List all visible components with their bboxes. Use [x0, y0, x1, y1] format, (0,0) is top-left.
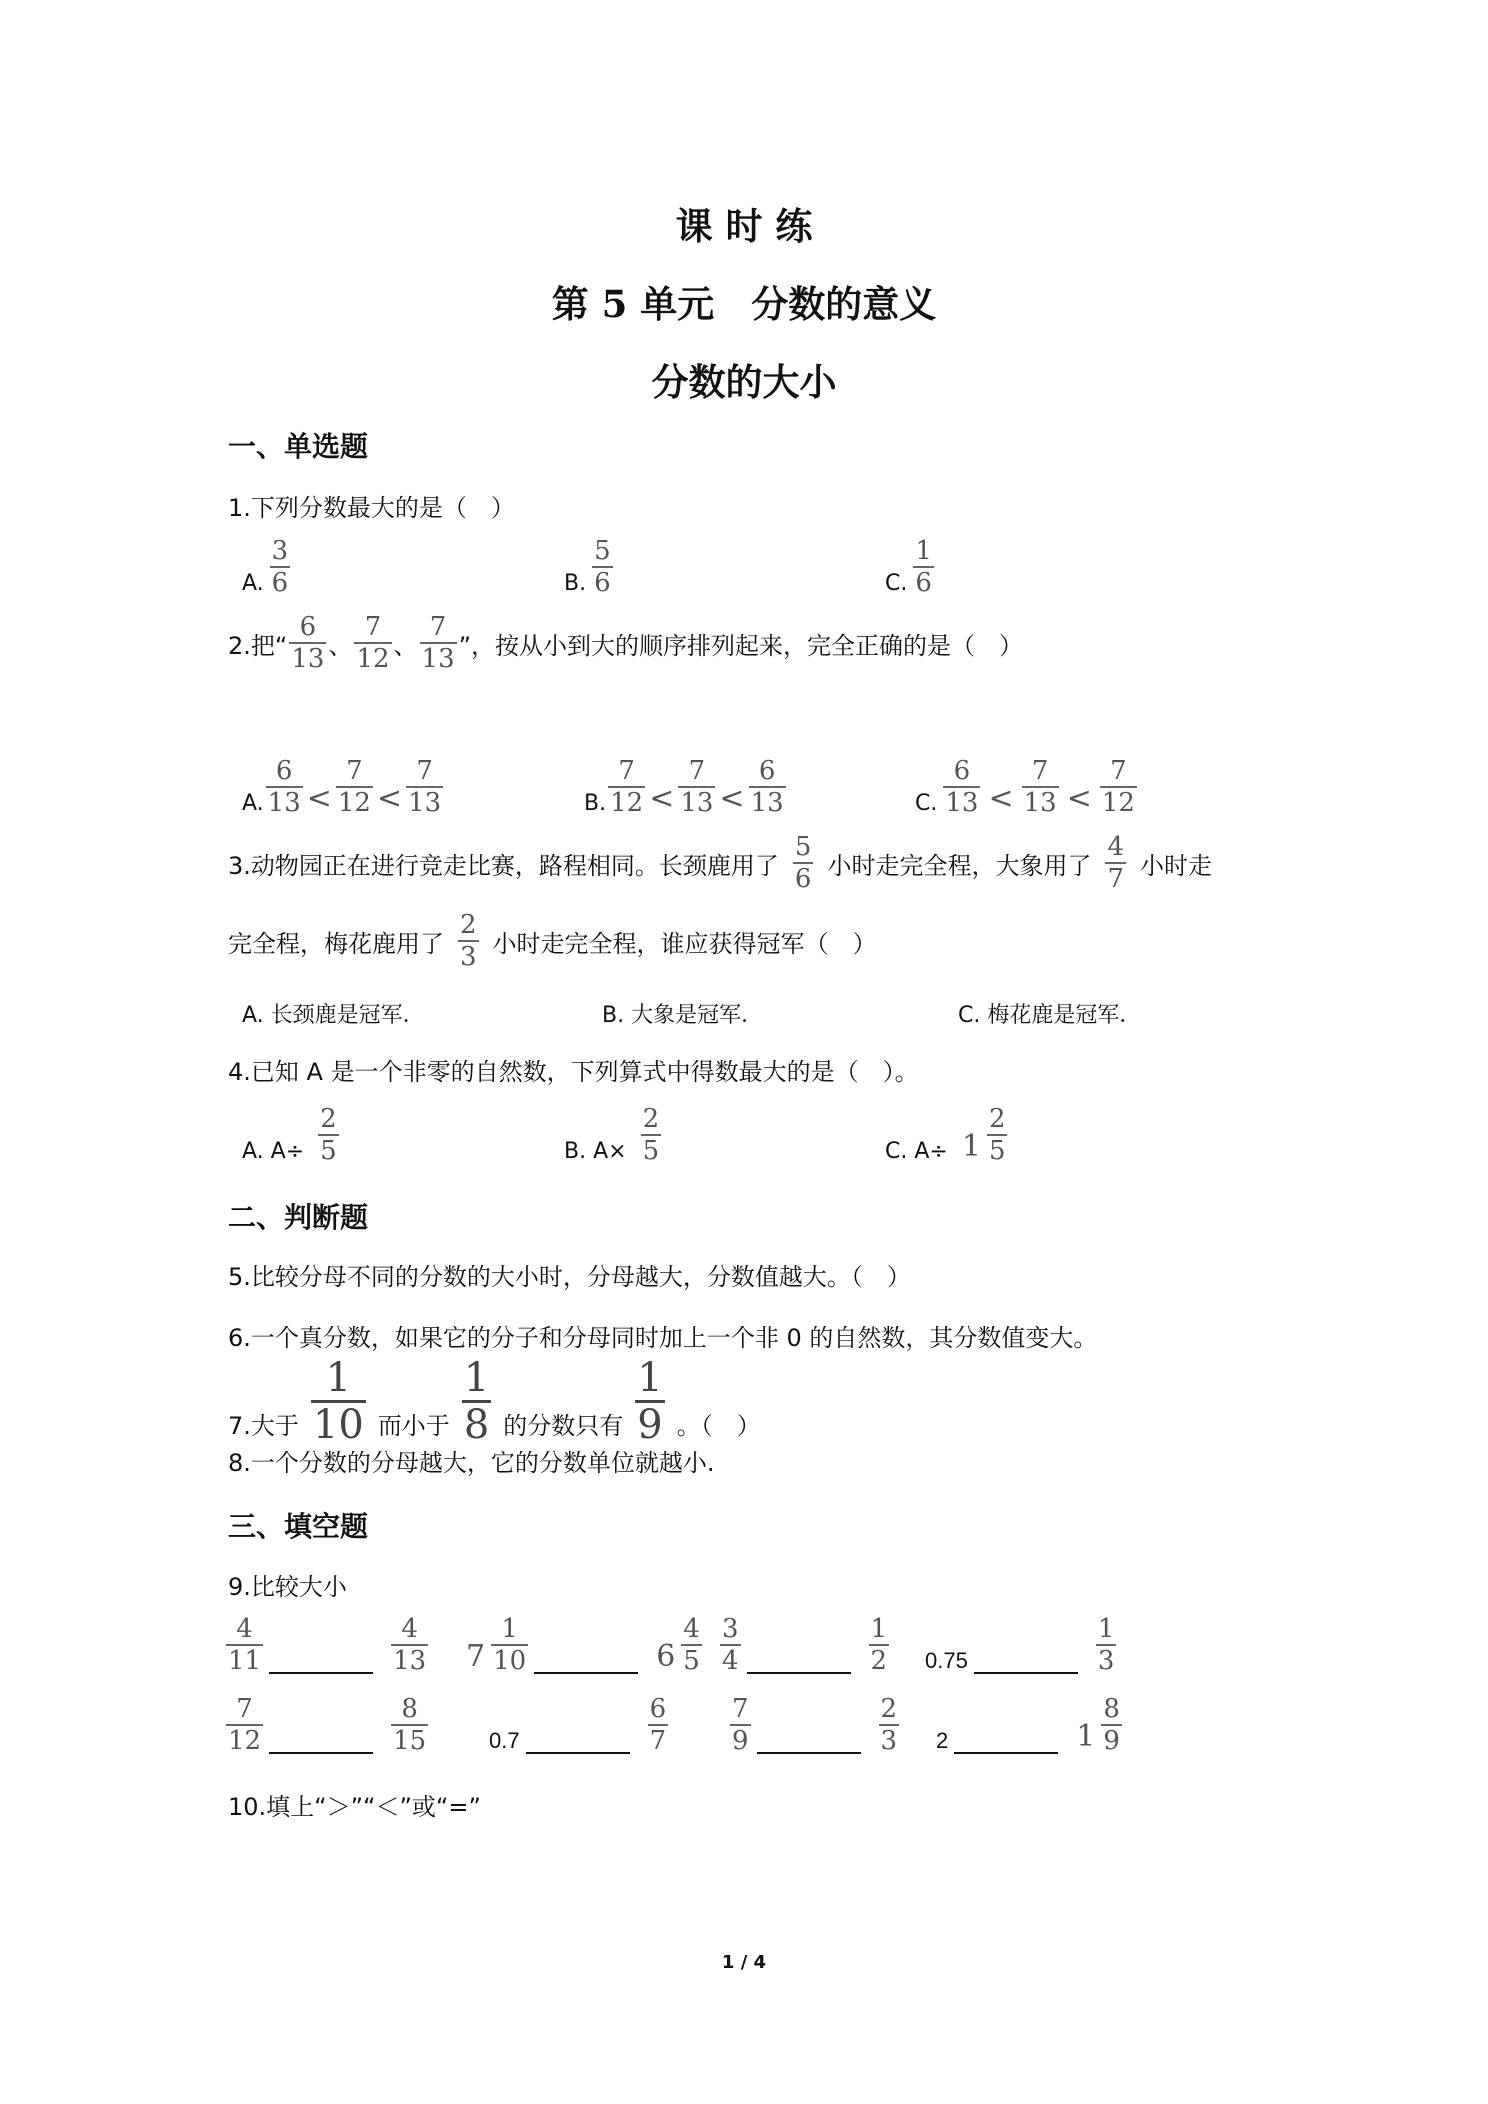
- question-1-option-b[interactable]: [564, 538, 613, 596]
- compare-pair: [936, 1696, 1122, 1754]
- question-3-stem-line-1: 3.动物园正在进行竞走比赛，路程相同。长颈鹿用了 $\frac{5}{6}$ 小时走完全程，大象用了 $\frac{4}{7}$ 小时走: [228, 832, 1212, 894]
- answer-blank[interactable]: [269, 1648, 373, 1674]
- compare-pair: [466, 1616, 702, 1674]
- fraction: $\frac{2}{3}$: [460, 910, 477, 972]
- answer-blank[interactable]: [757, 1728, 861, 1754]
- question-6-stem: 6.一个真分数，如果它的分子和分母同时加上一个非 0 的自然数，其分数值变大。: [228, 1324, 1098, 1352]
- question-3-option-a[interactable]: A. 长颈鹿是冠军．: [242, 1003, 425, 1028]
- mixed-number-whole: 7: [466, 1639, 486, 1674]
- question-1-stem: 1.下列分数最大的是（ ）: [228, 494, 515, 522]
- fraction: $\frac{1}{9}$: [637, 1355, 663, 1448]
- answer-blank[interactable]: [954, 1728, 1058, 1754]
- question-1-option-c[interactable]: [885, 538, 934, 596]
- question-4-option-b[interactable]: [564, 1106, 661, 1164]
- question-3-stem-line-2: 完全程，梅花鹿用了 $\frac{2}{3}$ 小时走完全程，谁应获得冠军（ ）: [228, 910, 877, 972]
- decimal-value: 0.7: [489, 1728, 520, 1753]
- decimal-value: 0.75: [925, 1648, 968, 1673]
- less-than-sign: <: [719, 781, 745, 816]
- less-than-sign: <: [1066, 781, 1092, 816]
- question-2-option-c[interactable]: [915, 758, 1137, 816]
- fraction: $\frac{8}{9}$: [1103, 1694, 1120, 1756]
- fraction: $\frac{1}{10}$: [312, 1355, 364, 1448]
- fraction: $\frac{7}{13}$: [1023, 756, 1057, 818]
- fraction: $\frac{2}{5}$: [988, 1104, 1006, 1166]
- question-2-option-a[interactable]: [242, 758, 443, 816]
- question-8-stem: 8.一个分数的分母越大，它的分数单位就越小.: [228, 1449, 715, 1477]
- fraction: $\frac{4}{11}$: [228, 1614, 262, 1676]
- question-3-option-b[interactable]: B. 大象是冠军．: [602, 1003, 764, 1028]
- option-label: B.: [564, 571, 587, 596]
- compare-pair: [730, 1696, 899, 1754]
- question-4-option-a[interactable]: [242, 1106, 339, 1164]
- option-label: A. A÷: [242, 1139, 305, 1164]
- mixed-number-whole: 1: [1076, 1719, 1096, 1754]
- fraction: $\frac{7}{13}$: [408, 756, 442, 818]
- question-7-stem: 7.大于 $\frac{1}{10}$ 而小于 $\frac{1}{8}$ 的分数只有 $\frac{1}{9}$ 。（ ）: [228, 1355, 761, 1448]
- fraction: $\frac{1}{3}$: [1097, 1614, 1115, 1676]
- fraction: $\frac{1}{8}$: [463, 1355, 490, 1448]
- option-label: C.: [915, 791, 938, 816]
- worksheet-title: 课 时 练: [675, 204, 813, 248]
- fraction: $\frac{4}{13}$: [393, 1614, 427, 1676]
- less-than-sign: <: [376, 781, 403, 816]
- fraction: $\frac{7}{13}$: [421, 612, 455, 674]
- mixed-number-whole: 1: [961, 1129, 981, 1164]
- question-2-option-b[interactable]: [584, 758, 786, 816]
- fraction: $\frac{6}{13}$: [945, 756, 979, 818]
- compare-pair: [925, 1616, 1116, 1674]
- section-heading-single-choice: 一、单选题: [228, 430, 369, 463]
- fraction: $\frac{7}{12}$: [1101, 756, 1135, 818]
- fraction: $\frac{7}{12}$: [610, 756, 644, 818]
- question-9-stem: 9.比较大小: [228, 1573, 347, 1601]
- fraction: $\frac{6}{13}$: [291, 612, 325, 674]
- fraction: $\frac{3}{6}$: [271, 536, 289, 598]
- fraction: $\frac{2}{3}$: [880, 1694, 898, 1756]
- fraction: $\frac{1}{2}$: [870, 1614, 888, 1676]
- option-label: C. A÷: [885, 1139, 948, 1164]
- fraction: $\frac{6}{13}$: [750, 756, 784, 818]
- answer-blank[interactable]: [526, 1728, 630, 1754]
- compare-pair: [489, 1696, 668, 1754]
- answer-blank[interactable]: [534, 1648, 638, 1674]
- fraction: $\frac{4}{5}$: [683, 1614, 700, 1676]
- less-than-sign: <: [306, 781, 332, 816]
- question-3-option-c[interactable]: C. 梅花鹿是冠军．: [958, 1003, 1142, 1028]
- fraction: $\frac{7}{9}$: [732, 1694, 749, 1756]
- fraction: $\frac{1}{6}$: [915, 536, 932, 598]
- question-10-stem: 10.填上“＞”“＜”或“=”: [228, 1793, 481, 1821]
- fraction: $\frac{2}{5}$: [642, 1104, 660, 1166]
- compare-pair: [720, 1616, 889, 1674]
- question-1-option-a[interactable]: [242, 538, 290, 596]
- question-4-stem: 4.已知 A 是一个非零的自然数，下列算式中得数最大的是（ ）。: [228, 1058, 919, 1086]
- section-heading-true-false: 二、判断题: [228, 1201, 369, 1234]
- answer-blank[interactable]: [974, 1648, 1078, 1674]
- less-than-sign: <: [649, 781, 675, 816]
- fraction: $\frac{8}{15}$: [393, 1694, 427, 1756]
- unit-title: 第 5 单元 分数的意义: [551, 282, 937, 326]
- option-label: A.: [242, 791, 264, 816]
- fraction: $\frac{5}{6}$: [594, 536, 611, 598]
- answer-blank[interactable]: [269, 1728, 373, 1754]
- fraction: $\frac{3}{4}$: [722, 1614, 739, 1676]
- option-label: B.: [584, 791, 607, 816]
- fraction: $\frac{7}{12}$: [228, 1694, 262, 1756]
- fraction: $\frac{2}{5}$: [320, 1104, 337, 1166]
- lesson-title: 分数的大小: [651, 360, 837, 404]
- page-number: 1 / 4: [721, 1952, 767, 1973]
- mixed-number-whole: 6: [656, 1639, 676, 1674]
- fraction: $\frac{7}{13}$: [680, 756, 714, 818]
- less-than-sign: <: [988, 781, 1014, 816]
- section-heading-fill-blank: 三、填空题: [228, 1510, 369, 1543]
- fraction: $\frac{7}{12}$: [337, 756, 371, 818]
- whole-number-value: 2: [936, 1728, 949, 1753]
- option-label: B. A×: [564, 1139, 627, 1164]
- compare-pair: [226, 1696, 428, 1754]
- question-5-stem: 5.比较分母不同的分数的大小时，分母越大，分数值越大。（ ）: [228, 1263, 911, 1291]
- fraction: $\frac{6}{7}$: [649, 1694, 667, 1756]
- option-label: A.: [242, 571, 264, 596]
- option-label: C.: [885, 571, 908, 596]
- question-4-option-c[interactable]: [885, 1106, 1007, 1164]
- fraction: $\frac{5}{6}$: [794, 832, 812, 894]
- question-2-stem: 2.把“ $\frac{6}{13}$ 、 $\frac{7}{12}$ 、 $\frac{7}{13}$ ”，按从小到大的顺序排列起来，完全正确的是（ ）: [228, 612, 1024, 674]
- fraction: $\frac{7}{12}$: [356, 612, 390, 674]
- compare-pair: [226, 1616, 428, 1674]
- fraction: $\frac{4}{7}$: [1107, 832, 1124, 894]
- fraction: $\frac{1}{10}$: [493, 1614, 527, 1676]
- answer-blank[interactable]: [747, 1648, 851, 1674]
- fraction: $\frac{6}{13}$: [267, 756, 301, 818]
